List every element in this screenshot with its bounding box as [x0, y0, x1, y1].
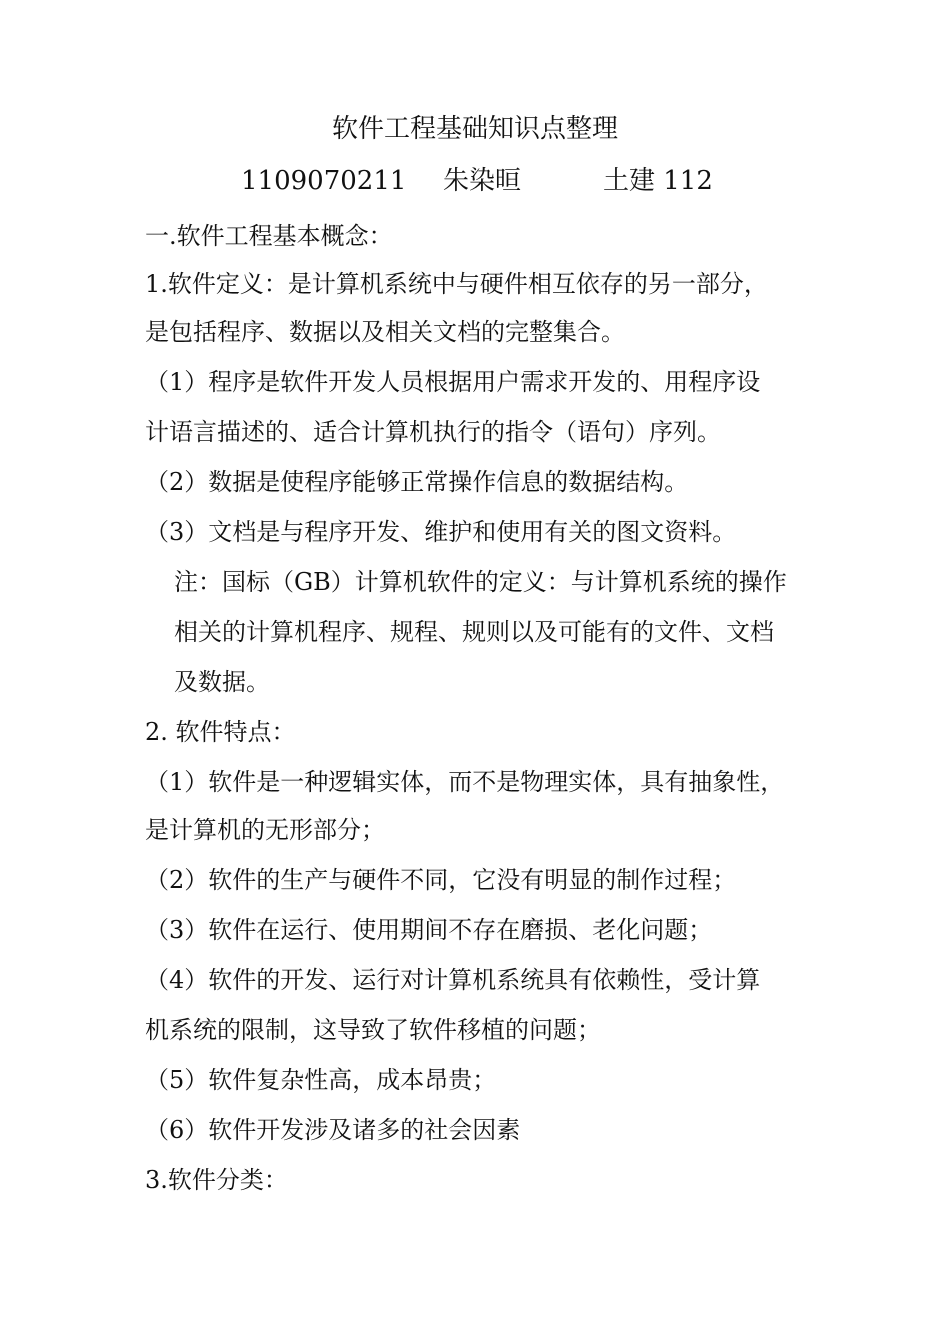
section-heading-3: 3.软件分类：	[145, 1166, 288, 1194]
paragraph-line: （5）软件复杂性高，成本昂贵；	[145, 1066, 497, 1094]
class-name: 土建 112	[603, 166, 713, 196]
section-heading-2: 2. 软件特点：	[145, 718, 296, 746]
paragraph-line: （3）文档是与程序开发、维护和使用有关的图文资料。	[145, 518, 737, 546]
paragraph-line: （2）软件的生产与硬件不同，它没有明显的制作过程；	[145, 866, 737, 894]
paragraph-line: 计语言描述的、适合计算机执行的指令（语句）序列。	[145, 418, 721, 446]
document-title: 软件工程基础知识点整理	[331, 114, 618, 144]
student-id: 1109070211	[241, 166, 407, 196]
paragraph-line: 是包括程序、数据以及相关文档的完整集合。	[145, 318, 625, 346]
note-line: 及数据。	[174, 668, 270, 696]
section-heading-1: 一.软件工程基本概念：	[145, 222, 393, 250]
note-line: 相关的计算机程序、规程、规则以及可能有的文件、文档	[174, 618, 774, 646]
paragraph-line: （1）程序是软件开发人员根据用户需求开发的、用程序设	[145, 368, 761, 396]
paragraph-line: 机系统的限制，这导致了软件移植的问题；	[145, 1016, 601, 1044]
paragraph-line: （4）软件的开发、运行对计算机系统具有依赖性，受计算	[145, 966, 761, 994]
paragraph-line: （6）软件开发涉及诸多的社会因素	[145, 1116, 521, 1144]
paragraph-line: （1）软件是一种逻辑实体，而不是物理实体，具有抽象性，	[145, 768, 785, 796]
note-line: 注：国标（GB）计算机软件的定义：与计算机系统的操作	[174, 568, 787, 596]
paragraph-line: （3）软件在运行、使用期间不存在磨损、老化问题；	[145, 916, 713, 944]
paragraph-line: 1.软件定义：是计算机系统中与硬件相互依存的另一部分，	[145, 270, 768, 298]
paragraph-line: （2）数据是使程序能够正常操作信息的数据结构。	[145, 468, 689, 496]
author-name: 朱染晅	[443, 166, 522, 196]
paragraph-line: 是计算机的无形部分；	[145, 816, 385, 844]
